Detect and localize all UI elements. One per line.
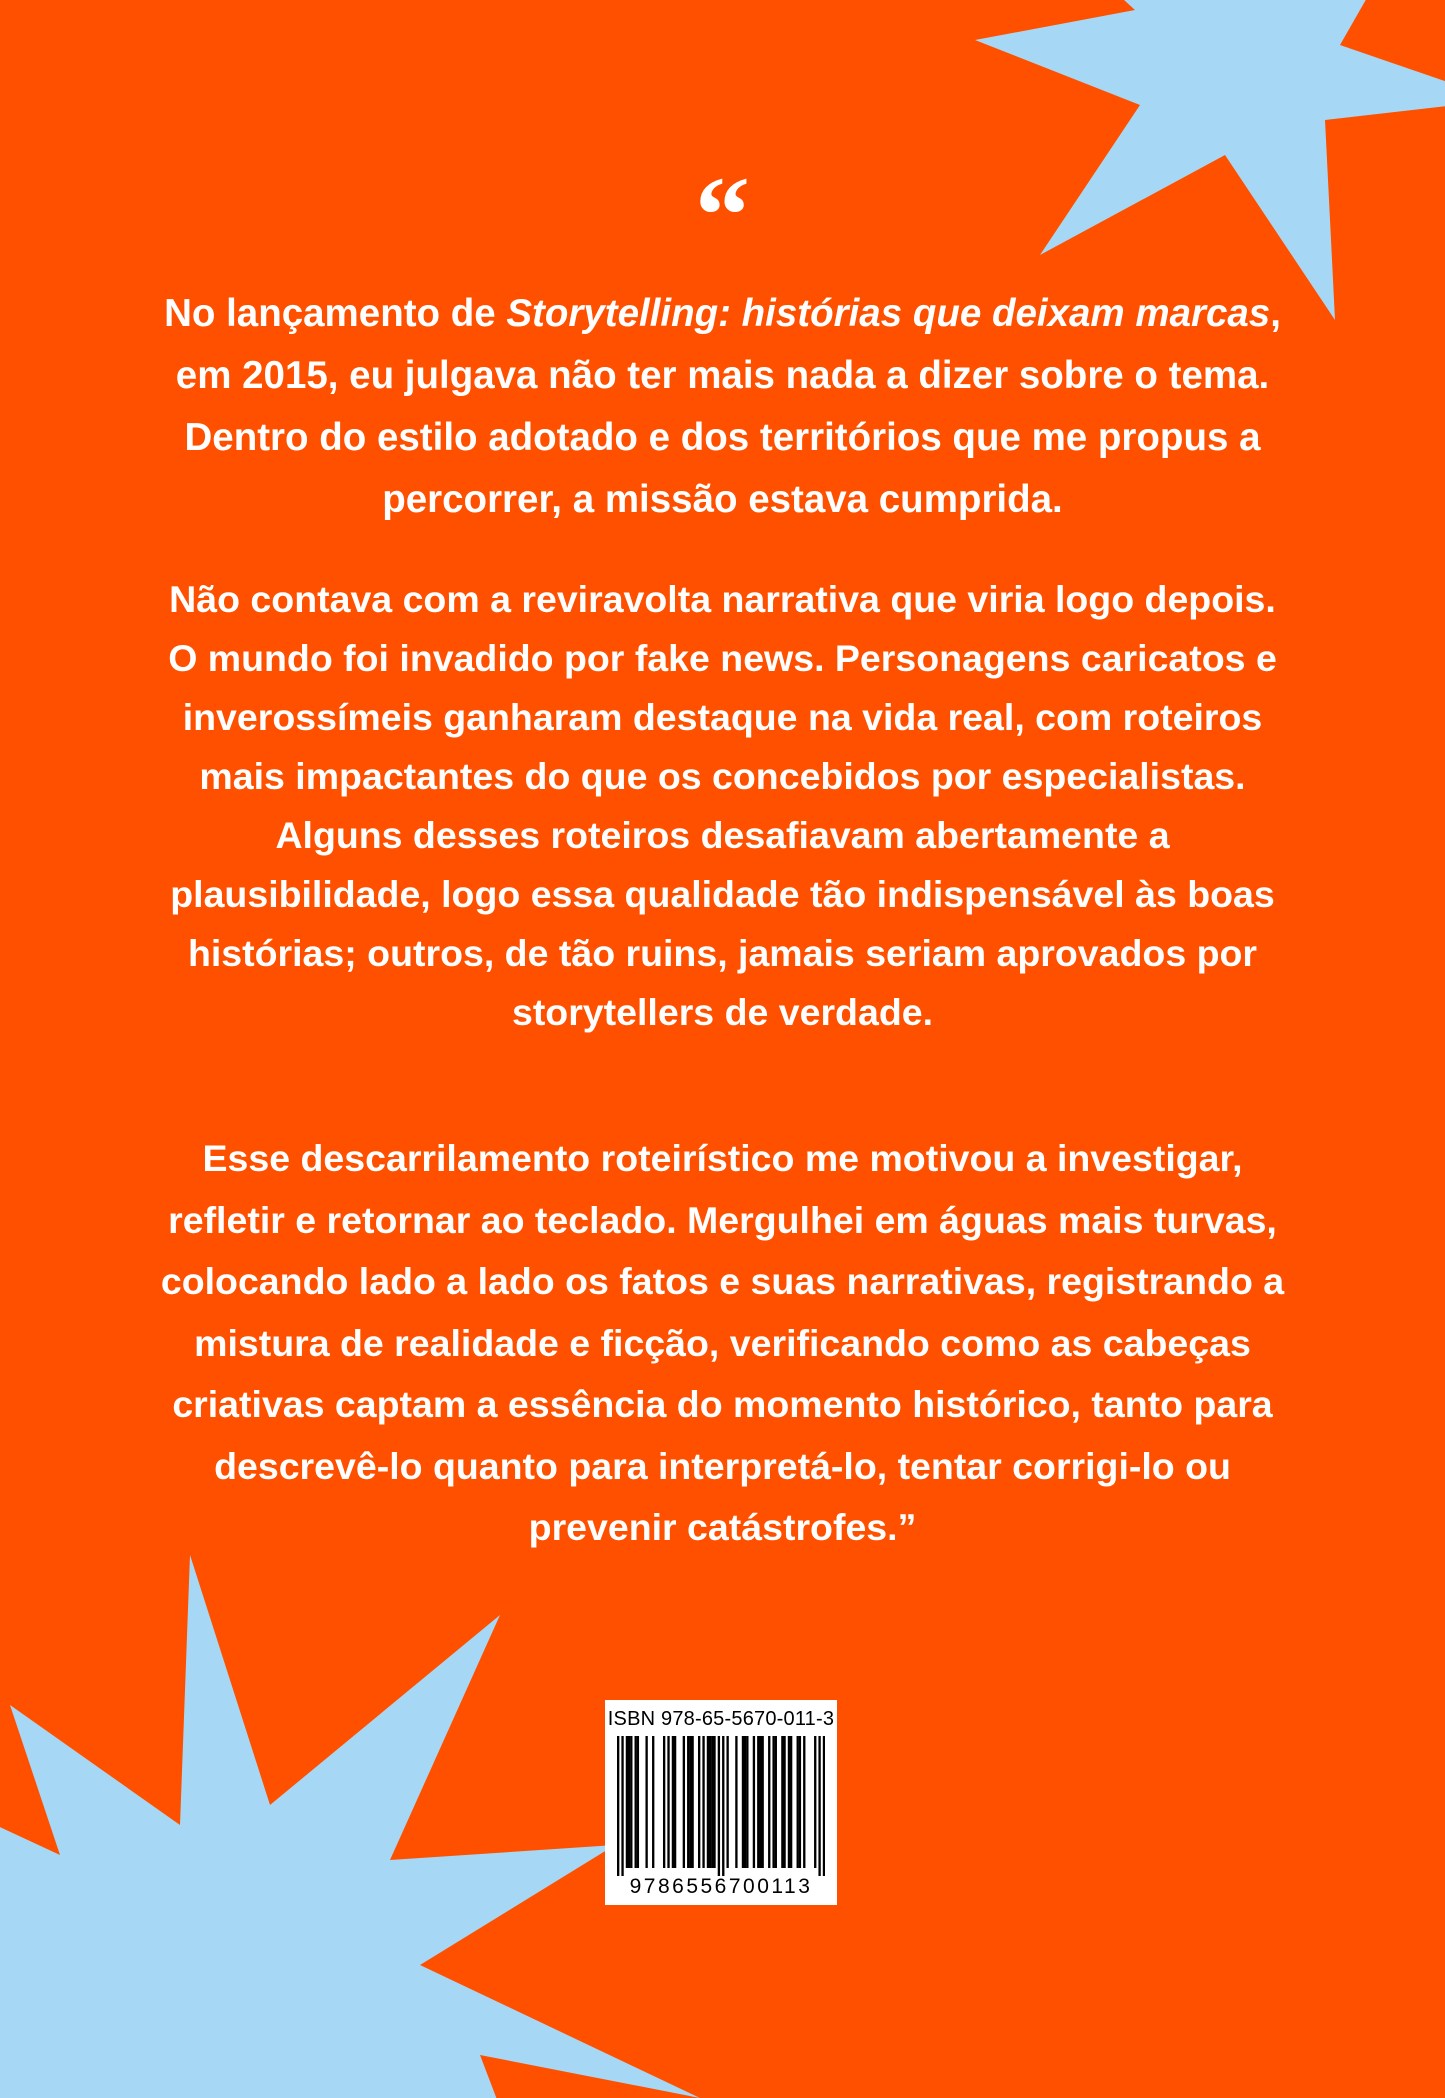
barcode-bars [617,1736,825,1876]
barcode-bar [637,1736,639,1868]
book-title: Storytelling: histórias que deixam marcas [506,292,1271,335]
blurb-paragraph-3 [150,1128,1295,1559]
barcode-bar [759,1736,761,1868]
barcode-bar [645,1736,647,1868]
barcode-bar [797,1736,799,1868]
barcode-bar [635,1736,637,1868]
barcode-bar [667,1736,669,1868]
barcode-bar [711,1736,713,1868]
barcode-bar [691,1736,693,1868]
blurb-paragraph-2-text: Não contava com a reviravolta narrativa que viria logo depois. O mundo foi invadido por fake news. Personagens caricatos e inverossímeis ganharam destaque na vida real, com roteiros mais impactantes do que os concebidos por especialistas. Alguns desses roteiros desafiavam abertamente a plausibilidade, logo essa qualidade tão indispensável às boas histórias; outros, de tão ruins, jamais seriam aprovados por storytellers de verdade. [168,578,1277,1033]
barcode-bar [707,1736,709,1868]
barcode-bar [781,1736,783,1868]
barcode-bar [772,1736,774,1868]
opening-quote-mark: “ [695,154,750,276]
barcode-bar [735,1736,737,1868]
isbn-barcode [605,1700,837,1905]
barcode-bar [663,1736,665,1868]
barcode-bar [652,1736,654,1868]
barcode-bar [762,1736,764,1868]
barcode-bar [722,1736,724,1876]
barcode-bar [698,1736,700,1868]
barcode-bar [788,1736,790,1868]
barcode-bar [790,1736,792,1868]
barcode-bar [672,1736,674,1868]
barcode-bar [702,1736,704,1868]
barcode-bar [621,1736,623,1876]
barcode-bar [626,1736,628,1868]
barcode-bar [818,1736,820,1876]
isbn-label: ISBN 978-65-5670-011-3 [607,1708,835,1730]
barcode-bar [687,1736,689,1868]
barcode-bar [799,1736,801,1868]
barcode-bar [617,1736,619,1876]
barcode-bar [768,1736,770,1868]
barcode-bar [683,1736,685,1868]
barcode-bar [744,1736,746,1868]
blurb-paragraph-1 [150,283,1295,531]
barcode-bar [823,1736,825,1876]
barcode-bar [753,1736,755,1868]
blurb-paragraph-1-intro: No lançamento de [164,292,507,335]
barcode-bar [757,1736,759,1868]
barcode-bar [709,1736,711,1868]
barcode-bar [746,1736,748,1868]
blurb-paragraph-3-text: Esse descarrilamento roteirístico me motivou a investigar, refletir e retornar ao teclado. Mergulhei em águas mais turvas, colocando lado a lado os fatos e suas narrativas, registrando a mistura de realidade e ficção, verificando como as cabeças criativas captam a essência do momento histórico, tanto para descrevê-lo quanto para interpretá-lo, tentar corrigi-lo ou prevenir catástrofes.” [160,1137,1285,1548]
barcode-bar [742,1736,744,1868]
ean-digits: 9786556700113 [629,1875,813,1898]
blurb-paragraph-2 [150,570,1295,1042]
barcode-bar [628,1736,630,1868]
barcode-bar [674,1736,676,1868]
blurb-paragraph-1-rest: , em 2015, eu julgava não ter mais nada a dizer sobre o tema. Dentro do estilo adotado e dos territórios que me propus a percorrer, a missão estava cumprida. [175,292,1281,521]
barcode-bar [713,1736,715,1868]
barcode-bar [689,1736,691,1868]
barcode-bar [803,1736,805,1868]
barcode-bar [814,1736,816,1868]
barcode-bar [630,1736,632,1868]
barcode-bar [775,1736,777,1868]
barcode-bar [783,1736,785,1868]
barcode-bar [718,1736,720,1876]
barcode-bar [726,1736,728,1868]
